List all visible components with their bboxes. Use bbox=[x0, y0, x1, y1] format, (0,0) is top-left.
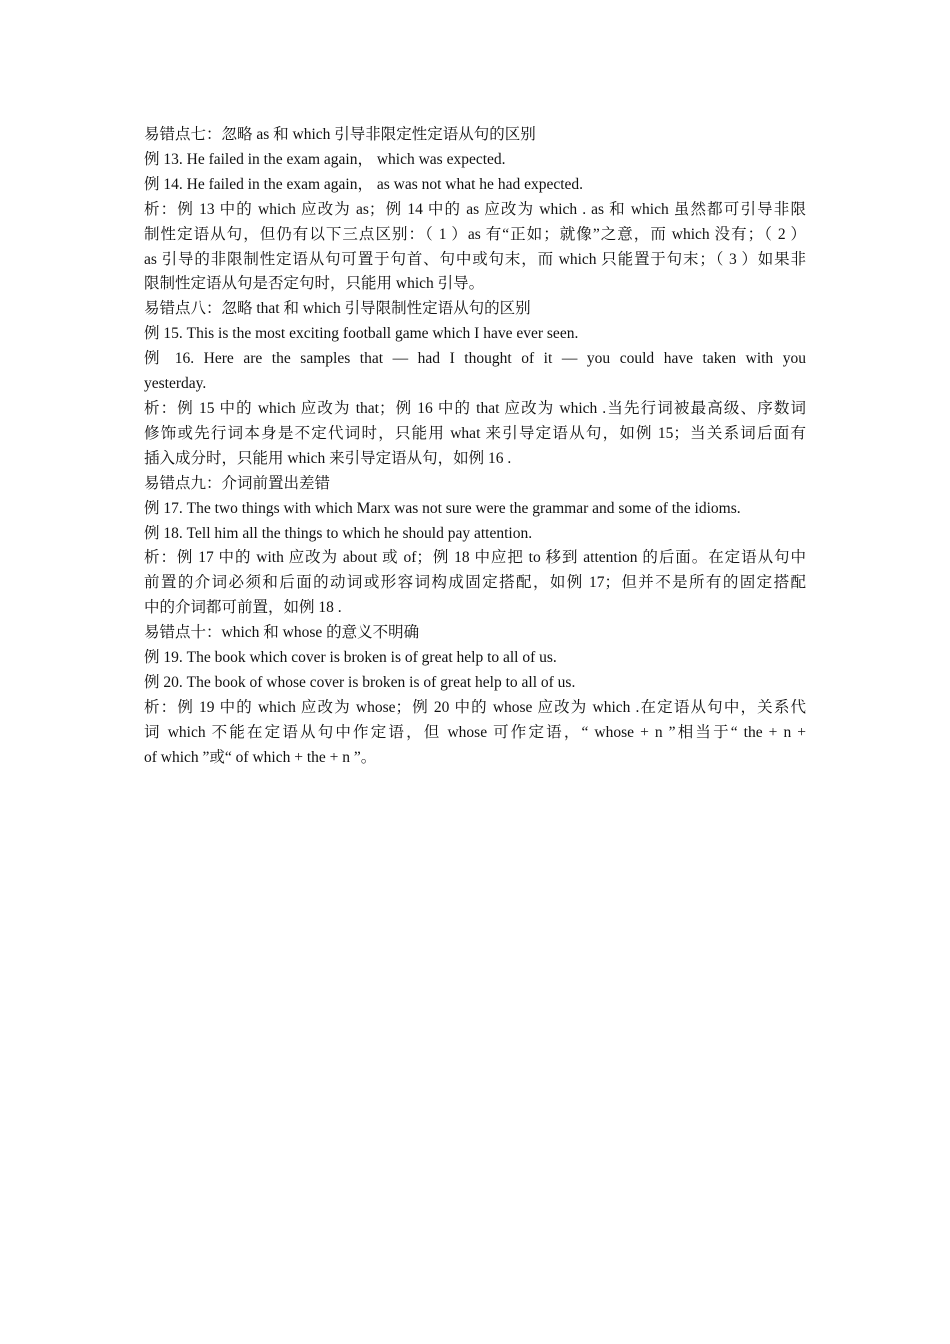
section-heading-9 bbox=[144, 472, 806, 497]
example-14 bbox=[144, 173, 806, 198]
text-line: 中的介词都可前置，如例 18 . bbox=[144, 599, 342, 617]
example-18 bbox=[144, 522, 806, 547]
section-heading-8 bbox=[144, 297, 806, 322]
text-line: 易错点十：which 和 whose 的意义不明确 bbox=[144, 624, 420, 642]
text-line: 析：例 15 中的 which 应改为 that；例 16 中的 that 应改为 which .当先行词被最高级、序数词 bbox=[144, 399, 806, 417]
text-line: 析：例 13 中的 which 应改为 as；例 14 中的 as 应改为 which . as 和 which 虽然都可引导非限 bbox=[144, 200, 806, 218]
text-line: 例 16. Here are the samples that — had I thought of it — you could have taken with you bbox=[144, 350, 806, 368]
text-line: 插入成分时，只能用 which 来引导定语从句，如例 16 . bbox=[144, 449, 512, 467]
text-line: 易错点八：忽略 that 和 which 引导限制性定语从句的区别 bbox=[144, 300, 531, 318]
analysis-19-20 bbox=[144, 696, 806, 771]
text-line: of which ”或“ of which + the + n ”。 bbox=[144, 748, 377, 766]
example-20 bbox=[144, 671, 806, 696]
example-15 bbox=[144, 322, 806, 347]
text-line: 限制性定语从句是否定句时，只能用 which 引导。 bbox=[144, 275, 485, 293]
text-line: 例 19. The book which cover is broken is of great help to all of us. bbox=[144, 649, 557, 667]
analysis-15-16 bbox=[144, 397, 806, 472]
text-line: 修饰或先行词本身是不定代词时，只能用 what 来引导定语从句，如例 15；当关系词后面有 bbox=[144, 424, 806, 442]
text-line: 析：例 19 中的 which 应改为 whose；例 20 中的 whose 应改为 which .在定语从句中，关系代 bbox=[144, 698, 806, 716]
section-heading-10 bbox=[144, 621, 806, 646]
text-line: yesterday. bbox=[144, 375, 207, 393]
text-line: 易错点九：介词前置出差错 bbox=[144, 474, 331, 492]
example-16 bbox=[144, 347, 806, 397]
analysis-13-14 bbox=[144, 198, 806, 298]
text-line: 前置的介词必须和后面的动词或形容词构成固定搭配，如例 17；但并不是所有的固定搭配 bbox=[144, 574, 806, 592]
text-line: 例 17. The two things with which Marx was not sure were the grammar and some of the idioms. bbox=[144, 499, 741, 517]
text-line: 制性定语从句，但仍有以下三点区别：（ 1 ）as 有“正如；就像”之意，而 which 没有；（ 2 ） bbox=[144, 225, 806, 243]
text-line: as 引导的非限制性定语从句可置于句首、句中或句末，而 which 只能置于句末；（ 3 ）如果非 bbox=[144, 250, 806, 268]
section-heading-7 bbox=[144, 123, 806, 148]
document-body bbox=[144, 123, 806, 771]
text-line: 例 18. Tell him all the things to which he should pay attention. bbox=[144, 524, 533, 542]
text-line: 析：例 17 中的 with 应改为 about 或 of；例 18 中应把 to 移到 attention 的后面。在定语从句中 bbox=[144, 549, 806, 567]
example-13 bbox=[144, 148, 806, 173]
text-line: 例 13. He failed in the exam again， which was expected. bbox=[144, 150, 506, 168]
text-line: 易错点七：忽略 as 和 which 引导非限定性定语从句的区别 bbox=[144, 126, 536, 143]
example-19 bbox=[144, 646, 806, 671]
example-17 bbox=[144, 497, 806, 522]
text-line: 词 which 不能在定语从句中作定语，但 whose 可作定语，“ whose + n ”相当于“ the + n + bbox=[144, 723, 806, 741]
text-line: 例 20. The book of whose cover is broken is of great help to all of us. bbox=[144, 673, 576, 691]
analysis-17-18 bbox=[144, 546, 806, 621]
text-line: 例 14. He failed in the exam again， as was not what he had expected. bbox=[144, 175, 584, 193]
text-line: 例 15. This is the most exciting football game which I have ever seen. bbox=[144, 325, 579, 343]
